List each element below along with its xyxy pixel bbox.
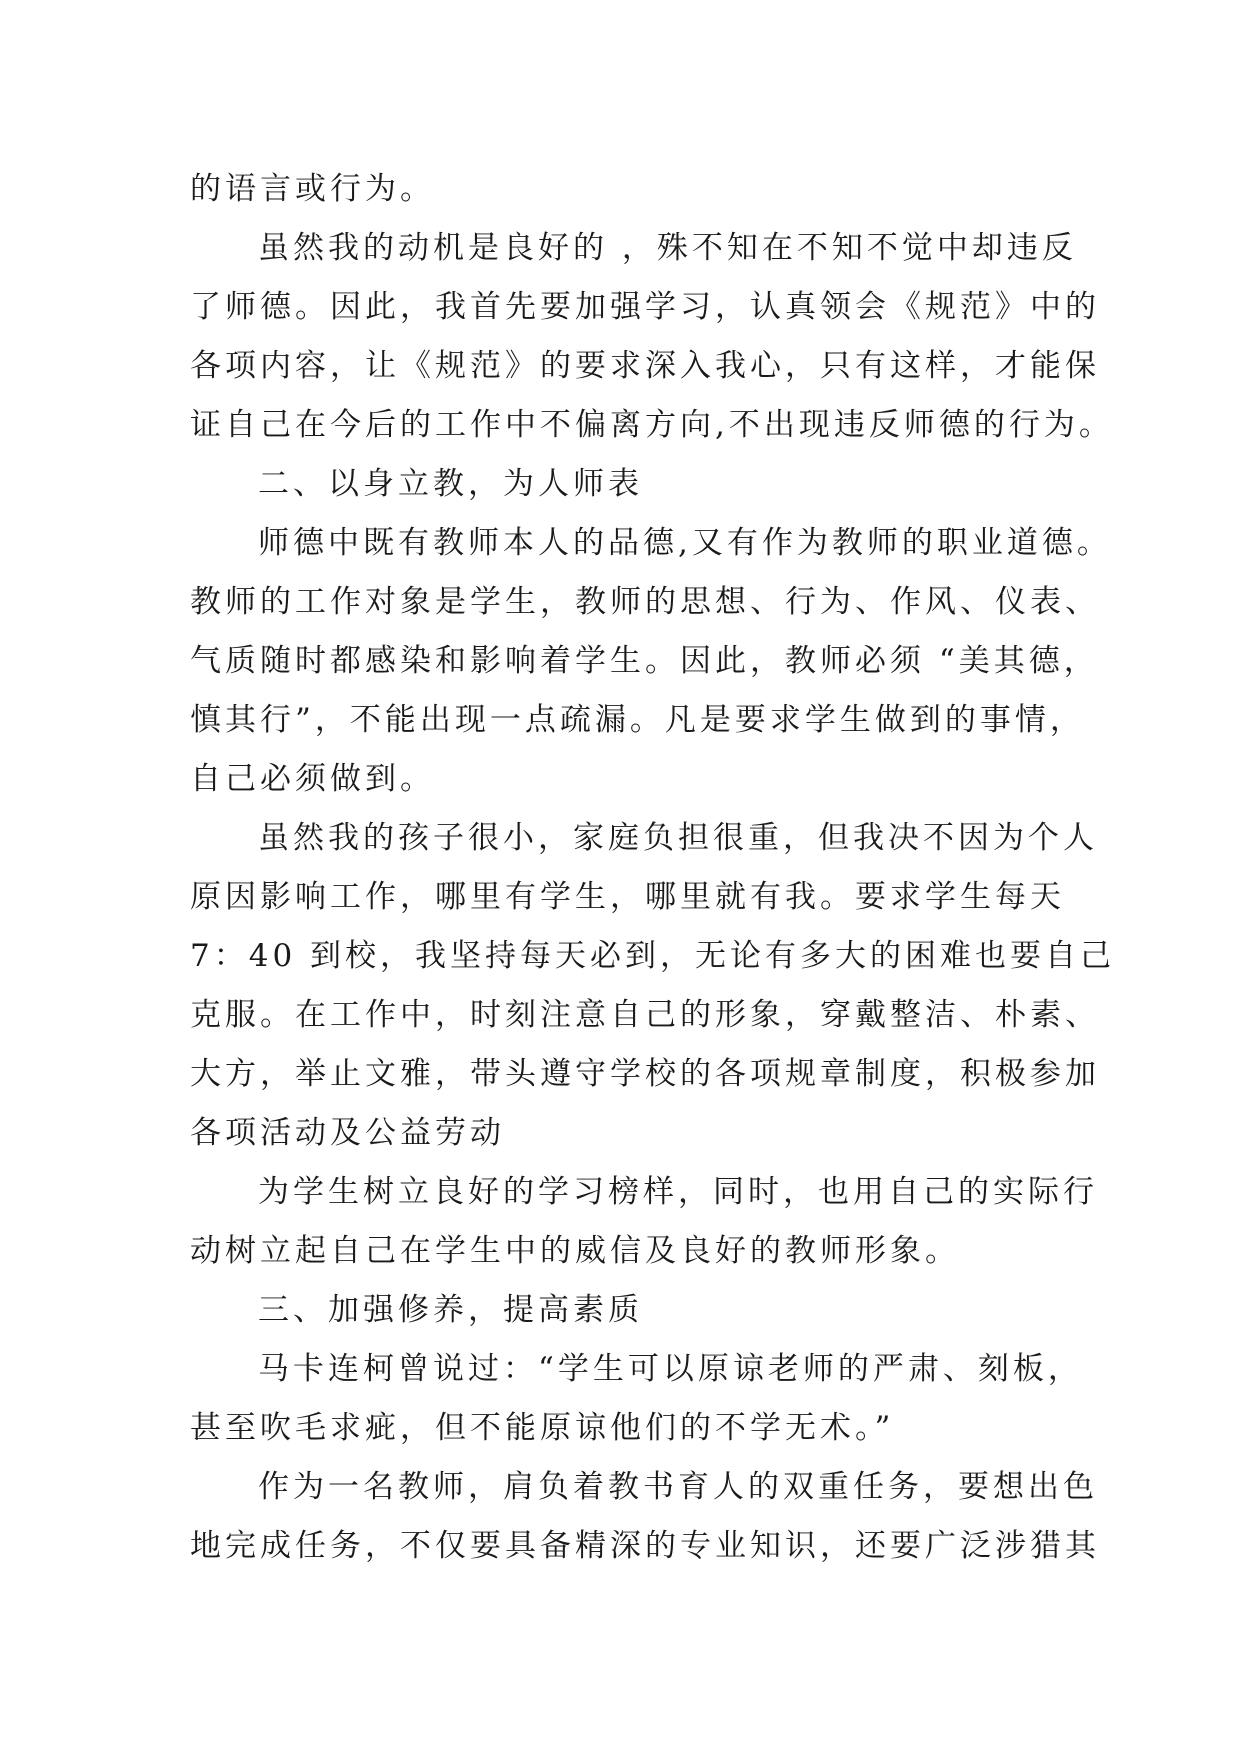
text-line: 自己必须做到。 xyxy=(190,761,435,797)
document-body xyxy=(190,160,1116,1576)
text-line: 动树立起自己在学生中的威信及良好的教师形象。 xyxy=(190,1233,960,1269)
text-line: 原因影响工作，哪里有学生，哪里就有我。要求学生每天 xyxy=(190,879,1065,915)
text-line: 证自己在今后的工作中不偏离方向,不出现违反师德的行为。 xyxy=(190,407,1114,443)
text-line: 慎其行”，不能出现一点疏漏。凡是要求学生做到的事情， xyxy=(190,702,1085,738)
text-line: 甚至吹毛求疵，但不能原谅他们的不学无术。” xyxy=(190,1410,895,1446)
text-line: 虽然我的孩子很小，家庭负担很重，但我决不因为个人 xyxy=(258,820,1098,856)
text-line: 气质随时都感染和影响着学生。因此，教师必须 “美其德， xyxy=(190,643,1099,679)
text-line: 大方，举止文雅，带头遵守学校的各项规章制度，积极参加 xyxy=(190,1056,1100,1092)
text-line: 师德中既有教师本人的品德,又有作为教师的职业道德。 xyxy=(258,525,1112,561)
text-line: 马卡连柯曾说过：“学生可以原谅老师的严肃、刻板， xyxy=(258,1351,1083,1387)
text-line: 教师的工作对象是学生，教师的思想、行为、作风、仪表、 xyxy=(190,584,1100,620)
text-line: 克服。在工作中，时刻注意自己的形象，穿戴整洁、朴素、 xyxy=(190,997,1100,1033)
text-line: 的语言或行为。 xyxy=(190,171,435,207)
text-line: 虽然我的动机是良好的 ，殊不知在不知不觉中却违反 xyxy=(258,230,1077,266)
text-line: 各项活动及公益劳动 xyxy=(190,1115,505,1151)
text-line: 作为一名教师，肩负着教书育人的双重任务，要想出色 xyxy=(258,1469,1098,1505)
text-line: 地完成任务，不仅要具备精深的专业知识，还要广泛涉猎其 xyxy=(190,1528,1100,1564)
text-line: 各项内容，让《规范》的要求深入我心，只有这样，才能保 xyxy=(190,348,1100,384)
text-line: 三、加强修养，提高素质 xyxy=(258,1292,643,1328)
text-line: 7：40 到校，我坚持每天必到，无论有多大的困难也要自己 xyxy=(190,938,1116,974)
text-line: 二、以身立教，为人师表 xyxy=(258,466,643,502)
text-line: 了师德。因此，我首先要加强学习，认真领会《规范》中的 xyxy=(190,289,1100,325)
text-line: 为学生树立良好的学习榜样，同时，也用自己的实际行 xyxy=(258,1174,1098,1210)
